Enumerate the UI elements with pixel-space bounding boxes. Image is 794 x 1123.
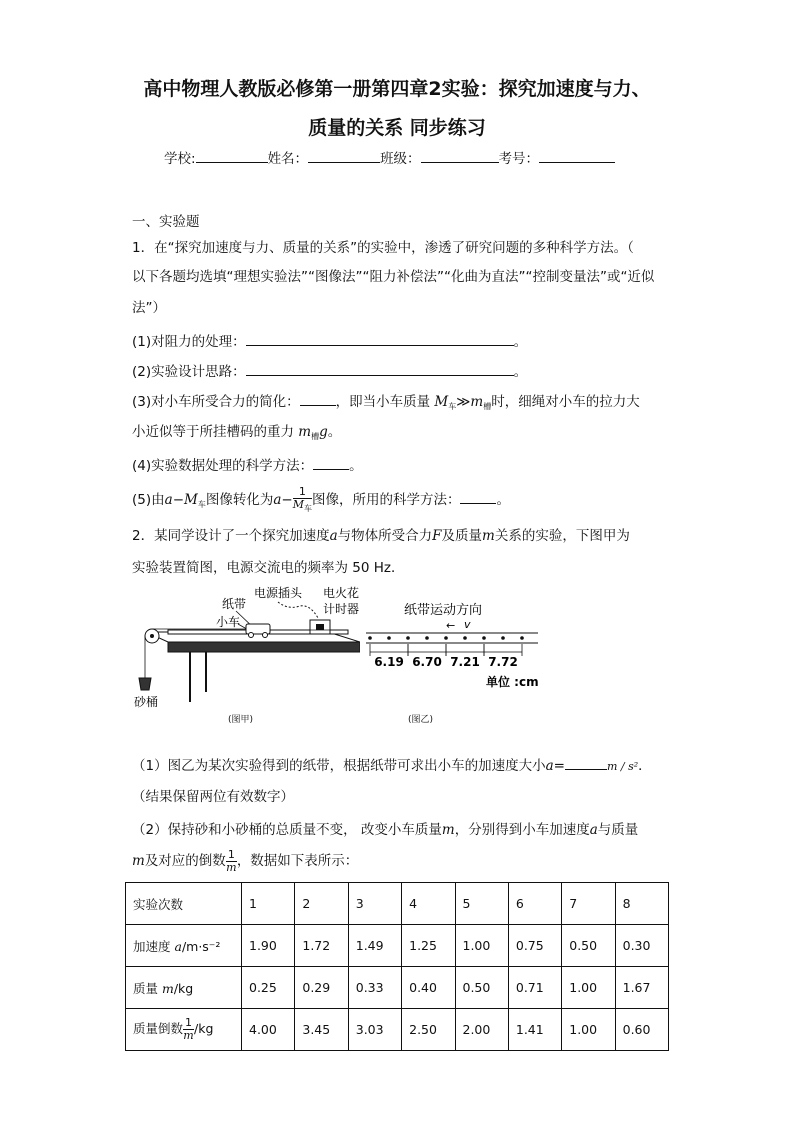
table-cell: 2: [295, 883, 348, 925]
table-cell: 1.49: [348, 925, 401, 967]
q1-part1: [132, 330, 527, 350]
school-field[interactable]: [196, 148, 268, 163]
q1-part5-end: 。: [496, 492, 510, 508]
row-label-mass: 质量 m/kg: [126, 967, 242, 1009]
table-cell: 1.00: [455, 925, 508, 967]
name-field[interactable]: [308, 148, 380, 163]
dash: −: [281, 492, 293, 508]
label-bucket: 砂桶: [134, 695, 159, 709]
subscript-slot: 槽: [311, 432, 320, 441]
table-cell: 0.25: [242, 967, 295, 1009]
symbol-m: m: [470, 394, 484, 410]
table-cell: 3.03: [348, 1009, 401, 1051]
tape-dots: [368, 636, 524, 640]
tape-segment-label: 6.19: [374, 655, 404, 669]
q1-part3: [132, 390, 640, 412]
tape-dot: [501, 636, 505, 640]
name-label: 姓名：: [267, 151, 309, 167]
table-cell: 1: [242, 883, 295, 925]
table-cell: 0.50: [455, 967, 508, 1009]
symbol-a: a: [164, 492, 173, 508]
symbol-m: m: [441, 822, 455, 838]
table-header-label: 实验次数: [126, 883, 242, 925]
figure-b-caption: (图乙): [408, 715, 434, 725]
accel-unit: m / s²: [606, 760, 639, 773]
fraction-one-over-M: $\frac{1}{M_车}$: [292, 484, 312, 513]
table-row-acceleration: [126, 925, 669, 967]
q2-part1-note: （结果保留两位有效数字）: [132, 789, 294, 805]
table-cell: 3.45: [295, 1009, 348, 1051]
page-title-line1: 高中物理人教版必修第一册第四章2实验：探究加速度与力、: [143, 78, 651, 100]
cart-wheel-front: [249, 633, 254, 638]
table-cell: 0.29: [295, 967, 348, 1009]
label-timer-2: 计时器: [323, 602, 360, 616]
tape-arrow: ←: [446, 619, 456, 632]
figure-a-caption: (图甲): [228, 715, 254, 725]
table-cell: 0.50: [562, 925, 615, 967]
q1-part5-text-a: (5)由: [132, 492, 165, 508]
tape-dot: [425, 636, 429, 640]
symbol-m: m: [132, 853, 145, 869]
dash: −: [172, 492, 184, 508]
table-cell: 0.71: [508, 967, 561, 1009]
table-cell: 0.60: [615, 1009, 668, 1051]
q1-part3-text-b: ，即当小车质量: [335, 394, 431, 410]
table-cell: 0.30: [615, 925, 668, 967]
info-line: [164, 147, 615, 167]
class-label: 班级：: [380, 151, 421, 167]
q1-part2-text: (2)实验设计思路：: [132, 364, 246, 380]
tape-dot: [387, 636, 391, 640]
q1-part3-text-c: 时，细绳对小车的拉力大: [491, 394, 640, 410]
q1-part3-cont: [132, 420, 341, 442]
q1-part4-end: 。: [349, 458, 363, 474]
q1-part3-answer[interactable]: [300, 391, 336, 406]
table-cell: 1.00: [562, 1009, 615, 1051]
tape-velocity-symbol: v: [464, 618, 471, 631]
tape-segments: [370, 644, 522, 669]
table-cell: 2.50: [402, 1009, 455, 1051]
q1-part5-answer[interactable]: [460, 489, 496, 504]
symbol-a: a: [329, 528, 338, 544]
symbol-m: m: [298, 424, 312, 440]
q1-part5-text-c: 图像，所用的科学方法：: [311, 492, 461, 508]
subscript-car: 车: [448, 402, 457, 411]
tape-segment-label: 7.72: [488, 655, 518, 669]
symbol-F: F: [432, 528, 442, 544]
tape-segment-label: 6.70: [412, 655, 442, 669]
tape-dot: [463, 636, 467, 640]
symbol-M: M: [434, 394, 449, 410]
spark-timer-slot: [316, 624, 324, 630]
q1-part2-answer[interactable]: [246, 361, 514, 376]
q2-stem-line1: 2．某同学设计了一个探究加速度a与物体所受合力F及质量m关系的实验，下图甲为: [132, 528, 630, 544]
cart-wheel-back: [263, 633, 268, 638]
q1-part2: [132, 360, 527, 380]
symbol-a: a: [589, 822, 598, 838]
table-row-inverse-mass: [126, 1009, 669, 1051]
label-tape: 纸带: [222, 597, 247, 611]
tape-dot: [444, 636, 448, 640]
data-table: [125, 882, 669, 1051]
school-label: 学校:: [164, 151, 196, 167]
tape-dot: [368, 636, 372, 640]
figure-tape: [362, 598, 542, 690]
table-cell: 8: [615, 883, 668, 925]
tape-dot: [520, 636, 524, 640]
row-label-inverse-mass: 质量倒数 $\frac{1}{m}$ /kg: [126, 1009, 242, 1051]
table-cell: 0.40: [402, 967, 455, 1009]
q1-part4-text: (4)实验数据处理的科学方法：: [132, 458, 314, 474]
power-cord: [278, 602, 318, 618]
sand-bucket: [139, 678, 151, 690]
label-plug: 电源插头: [254, 586, 303, 600]
exam-no-field[interactable]: [539, 148, 615, 163]
pulley-axle: [150, 634, 154, 638]
class-field[interactable]: [421, 148, 499, 163]
table-cell: 1.90: [242, 925, 295, 967]
q2-part2-line1: （2）保持砂和小砂桶的总质量不变， 改变小车质量m，分别得到小车加速度a与质量: [132, 822, 639, 838]
table-cell: 0.75: [508, 925, 561, 967]
table-cell: 5: [455, 883, 508, 925]
q1-part5-text-b: 图像转化为: [205, 492, 274, 508]
table-cell: 4.00: [242, 1009, 295, 1051]
table-cell: 1.72: [295, 925, 348, 967]
symbol-m: m: [482, 528, 495, 544]
q1-stem-line1: 1．在“探究加速度与力、质量的关系”的实验中，渗透了研究问题的多种科学方法。（: [132, 240, 634, 256]
symbol-a: a: [545, 758, 554, 774]
subscript-slot: 槽: [483, 402, 492, 411]
table-row-mass: [126, 967, 669, 1009]
q2-part2-line2: m及对应的倒数 $\frac{1}{m}$ ，数据如下表所示：: [132, 847, 359, 874]
q1-part1-text: (1)对阻力的处理：: [132, 334, 246, 350]
section-heading: 一、实验题: [132, 214, 200, 230]
q1-part1-answer[interactable]: [246, 331, 514, 346]
q1-part4-answer[interactable]: [313, 455, 349, 470]
q1-part2-end: 。: [513, 364, 528, 380]
q1-part3-text-d: 小近似等于所挂槽码的重力: [132, 424, 294, 440]
table-cell: 7: [562, 883, 615, 925]
q2-part1-answer[interactable]: [565, 755, 607, 770]
q2-stem-line2: 实验装置简图，电源交流电的频率为 50 Hz．: [132, 560, 405, 576]
table-cell: 3: [348, 883, 401, 925]
table-cell: 1.25: [402, 925, 455, 967]
subscript-car: 车: [197, 500, 206, 509]
table-cell: 6: [508, 883, 561, 925]
table-row-trials: [126, 883, 669, 925]
table-cell: 0.33: [348, 967, 401, 1009]
exam-no-label: 考号：: [498, 151, 540, 167]
q1-stem-line2: 以下各题均选填“理想实验法”“图像法”“阻力补偿法”“化曲为直法”“控制变量法”或“近似: [132, 269, 655, 285]
symbol-g: g: [319, 424, 328, 440]
much-greater-symbol: ≫: [456, 394, 471, 410]
table-cell: 1.67: [615, 967, 668, 1009]
table-edge: [168, 642, 360, 652]
page-title-line2: 质量的关系 同步练习: [308, 117, 486, 139]
q1-part3-end: 。: [327, 424, 342, 440]
tape-dot: [406, 636, 410, 640]
figure-apparatus: [128, 580, 360, 728]
q1-stem-line3: 法”）: [132, 300, 166, 316]
tape-segment-label: 7.21: [450, 655, 480, 669]
tape-dot: [482, 636, 486, 640]
tape-unit-label: 单位 :cm: [486, 675, 539, 689]
table-cell: 1.41: [508, 1009, 561, 1051]
fraction-one-over-m: $\frac{1}{m}$: [226, 847, 237, 874]
table-cell: 2.00: [455, 1009, 508, 1051]
q1-part1-end: 。: [513, 334, 528, 350]
table-cell: 1.00: [562, 967, 615, 1009]
row-label-acceleration: 加速度 a/m·s⁻²: [126, 925, 242, 967]
symbol-a: a: [273, 492, 282, 508]
table-cell: 4: [402, 883, 455, 925]
tape-direction-label: 纸带运动方向: [404, 603, 483, 618]
label-cart: 小车: [216, 615, 241, 629]
q1-part5: [132, 485, 510, 520]
label-timer-1: 电火花: [323, 586, 360, 600]
q1-part4: [132, 454, 363, 474]
symbol-M: M: [184, 492, 198, 508]
q1-part3-text-a: (3)对小车所受合力的简化：: [132, 394, 300, 410]
q2-part1: （1）图乙为某次实验得到的纸带，根据纸带可求出小车的加速度大小a= m / s²．: [132, 754, 652, 774]
